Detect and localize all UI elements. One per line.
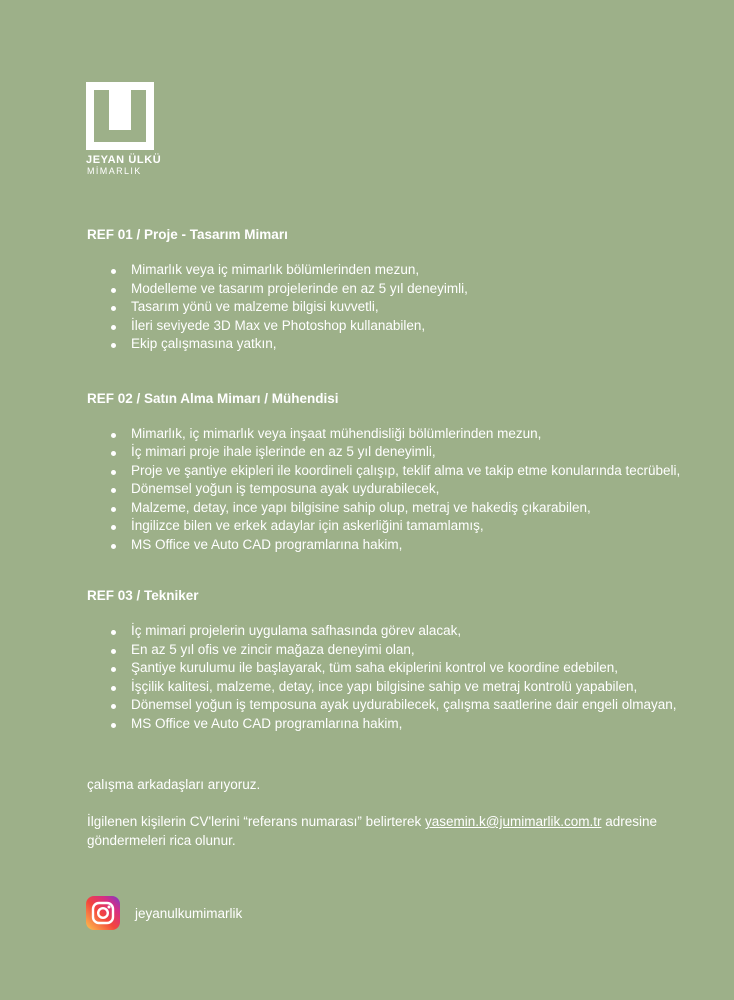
list-item: İngilizce bilen ve erkek adaylar için askerliğini tamamlamış, bbox=[87, 517, 697, 536]
application-instructions bbox=[87, 812, 687, 850]
list-item: Mimarlık, iç mimarlık veya inşaat mühendisliği bölümlerinden mezun, bbox=[87, 425, 697, 444]
list-item: MS Office ve Auto CAD programlarına hakim, bbox=[87, 536, 697, 555]
section-title: REF 03 / Tekniker bbox=[87, 588, 199, 603]
list-item: İleri seviyede 3D Max ve Photoshop kullanabilen, bbox=[87, 317, 697, 336]
list-item: İç mimari projelerin uygulama safhasında görev alacak, bbox=[87, 622, 697, 641]
list-item: Tasarım yönü ve malzeme bilgisi kuvvetli, bbox=[87, 298, 697, 317]
list-item: MS Office ve Auto CAD programlarına hakim, bbox=[87, 715, 697, 734]
list-item: İç mimari proje ihale işlerinde en az 5 yıl deneyimli, bbox=[87, 443, 697, 462]
requirements-list bbox=[87, 622, 697, 733]
job-listings bbox=[87, 227, 697, 733]
logo-mark-icon bbox=[86, 82, 154, 150]
instagram-icon bbox=[86, 896, 120, 930]
apply-text-after: adresine göndermeleri rica olunur. bbox=[87, 814, 657, 848]
list-item: Modelleme ve tasarım projelerinde en az 5 yıl deneyimli, bbox=[87, 280, 697, 299]
section-title: REF 01 / Proje - Tasarım Mimarı bbox=[87, 227, 288, 242]
list-item: Şantiye kurulumu ile başlayarak, tüm saha ekiplerini kontrol ve koordine edebilen, bbox=[87, 659, 697, 678]
list-item: Ekip çalışmasına yatkın, bbox=[87, 335, 697, 354]
closing-text: çalışma arkadaşları arıyoruz. bbox=[87, 777, 261, 792]
list-item: Dönemsel yoğun iş temposuna ayak uydurabilecek, çalışma saatlerine dair engeli olmayan, bbox=[87, 696, 697, 715]
list-item: Mimarlık veya iç mimarlık bölümlerinden mezun, bbox=[87, 261, 697, 280]
section-ref-02 bbox=[87, 391, 697, 555]
list-item: Malzeme, detay, ince yapı bilgisine sahip olup, metraj ve hakediş çıkarabilen, bbox=[87, 499, 697, 518]
requirements-list bbox=[87, 261, 697, 354]
section-ref-03 bbox=[87, 588, 697, 733]
company-logo bbox=[86, 82, 162, 176]
instagram-link[interactable] bbox=[86, 896, 242, 930]
list-item: Dönemsel yoğun iş temposuna ayak uydurabilecek, bbox=[87, 480, 697, 499]
section-title: REF 02 / Satın Alma Mimarı / Mühendisi bbox=[87, 390, 339, 406]
list-item: Proje ve şantiye ekipleri ile koordineli çalışıp, teklif alma ve takip etme konularında tecrübeli, bbox=[87, 462, 697, 481]
logo-subtitle: MİMARLIK bbox=[87, 166, 142, 176]
section-ref-01 bbox=[87, 227, 697, 354]
logo-name: JEYAN ÜLKÜ bbox=[86, 154, 162, 166]
requirements-list bbox=[87, 425, 697, 555]
email-link[interactable]: yasemin.k@jumimarlik.com.tr bbox=[424, 814, 602, 829]
list-item: En az 5 yıl ofis ve zincir mağaza deneyimi olan, bbox=[87, 641, 697, 660]
instagram-handle[interactable]: jeyanulkumimarlik bbox=[135, 905, 243, 921]
list-item: İşçilik kalitesi, malzeme, detay, ince yapı bilgisine sahip ve metraj kontrolü yapabilen, bbox=[87, 678, 697, 697]
apply-text-before: İlgilenen kişilerin CV'lerini “referans numarası” belirterek bbox=[87, 814, 425, 829]
